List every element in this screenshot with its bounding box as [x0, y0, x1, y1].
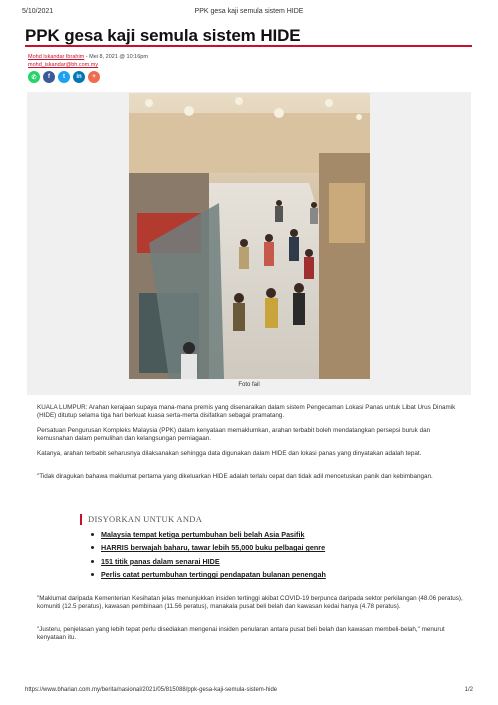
recommended-list: [91, 530, 326, 584]
print-header: [22, 8, 476, 15]
paragraph-3: Katanya, arahan terbabit seharusnya dilaksanakan sehingga data digunakan dalam HIDE dan lokasi panas yang dinyatakan adalah tepat.: [37, 450, 422, 457]
article-figure: [27, 92, 471, 395]
author-link[interactable]: Mohd Iskandar Ibrahim: [28, 54, 85, 60]
paragraph-2: Persatuan Pengurusan Kompleks Malaysia (PPK) dalam kenyataan memaklumkan, arahan terbabit boleh mendatangkan persepsi buruk dan kemusnahan dalam pemulihan dan kelangsungan perniagaan.: [37, 427, 431, 443]
page-number: 1/2: [464, 687, 473, 693]
byline: [28, 53, 148, 69]
photo-caption: Foto fail: [238, 382, 260, 388]
publish-date: - Mei 8, 2021 @ 10:16pm: [85, 54, 148, 60]
facebook-icon[interactable]: f: [43, 71, 55, 83]
paragraph-1: KUALA LUMPUR: Arahan kerajaan supaya mana-mana premis yang disenaraikan dalam sistem Pengecaman Lokasi Panas untuk Libat Urus Dinamik (HIDE) ditutup selama tiga hari berkuat kuasa serta-merta disifatkan sebagai pramatang.: [37, 404, 456, 420]
mall-photo: [129, 93, 370, 379]
paragraph-4: "Tidak diragukan bahawa maklumat pertama yang dikeluarkan HIDE adalah terlalu cepat dan tidak adil mencetuskan panik dan kebimbangan.: [37, 473, 433, 480]
linkedin-icon[interactable]: in: [73, 71, 85, 83]
print-title: PPK gesa kaji semula sistem HIDE: [194, 8, 304, 15]
share-buttons: [28, 71, 100, 83]
paragraph-6: "Justeru, penjelasan yang lebih tepat perlu disediakan mengenai insiden penularan antara pusat beli belah dan kawasan membeli-belah," menurut kenyataan itu.: [37, 626, 445, 642]
recommended-link[interactable]: Malaysia tempat ketiga pertumbuhan beli belah Asia Pasifik: [91, 530, 326, 539]
paragraph-5: "Maklumat daripada Kementerian Kesihatan jelas menunjukkan insiden tertinggi akibat COVID-19 berpunca daripada sektor perkilangan (48.06 peratus), komuniti (12.5 peratus), kawasan pembinaan (11.56 peratus), manakala pusat beli belah dan kawasan kedai hanya (4.78 peratus).: [37, 595, 463, 611]
print-footer: [25, 687, 473, 693]
recommended-heading: DISYORKAN UNTUK ANDA: [80, 514, 202, 525]
twitter-icon[interactable]: t: [58, 71, 70, 83]
article-headline: PPK gesa kaji semula sistem HIDE: [25, 26, 301, 45]
more-icon[interactable]: +: [88, 71, 100, 83]
mall-interior-illustration: [129, 93, 370, 379]
print-date: 5/10/2021: [22, 8, 54, 15]
author-email-link[interactable]: mohd_iskandar@bh.com.my: [28, 62, 99, 68]
recommended-link[interactable]: 151 titik panas dalam senarai HIDE: [91, 557, 326, 566]
recommended-link[interactable]: Perlis catat pertumbuhan tertinggi pendapatan bulanan penengah: [91, 570, 326, 579]
recommended-link[interactable]: HARRIS berwajah baharu, tawar lebih 55,000 buku pelbagai genre: [91, 543, 326, 552]
whatsapp-icon[interactable]: ✆: [28, 71, 40, 83]
page-url: https://www.bharian.com.my/berita/nasional/2021/05/815088/ppk-gesa-kaji-semula-sistem-hide: [25, 687, 278, 693]
headline-divider: [25, 45, 472, 47]
